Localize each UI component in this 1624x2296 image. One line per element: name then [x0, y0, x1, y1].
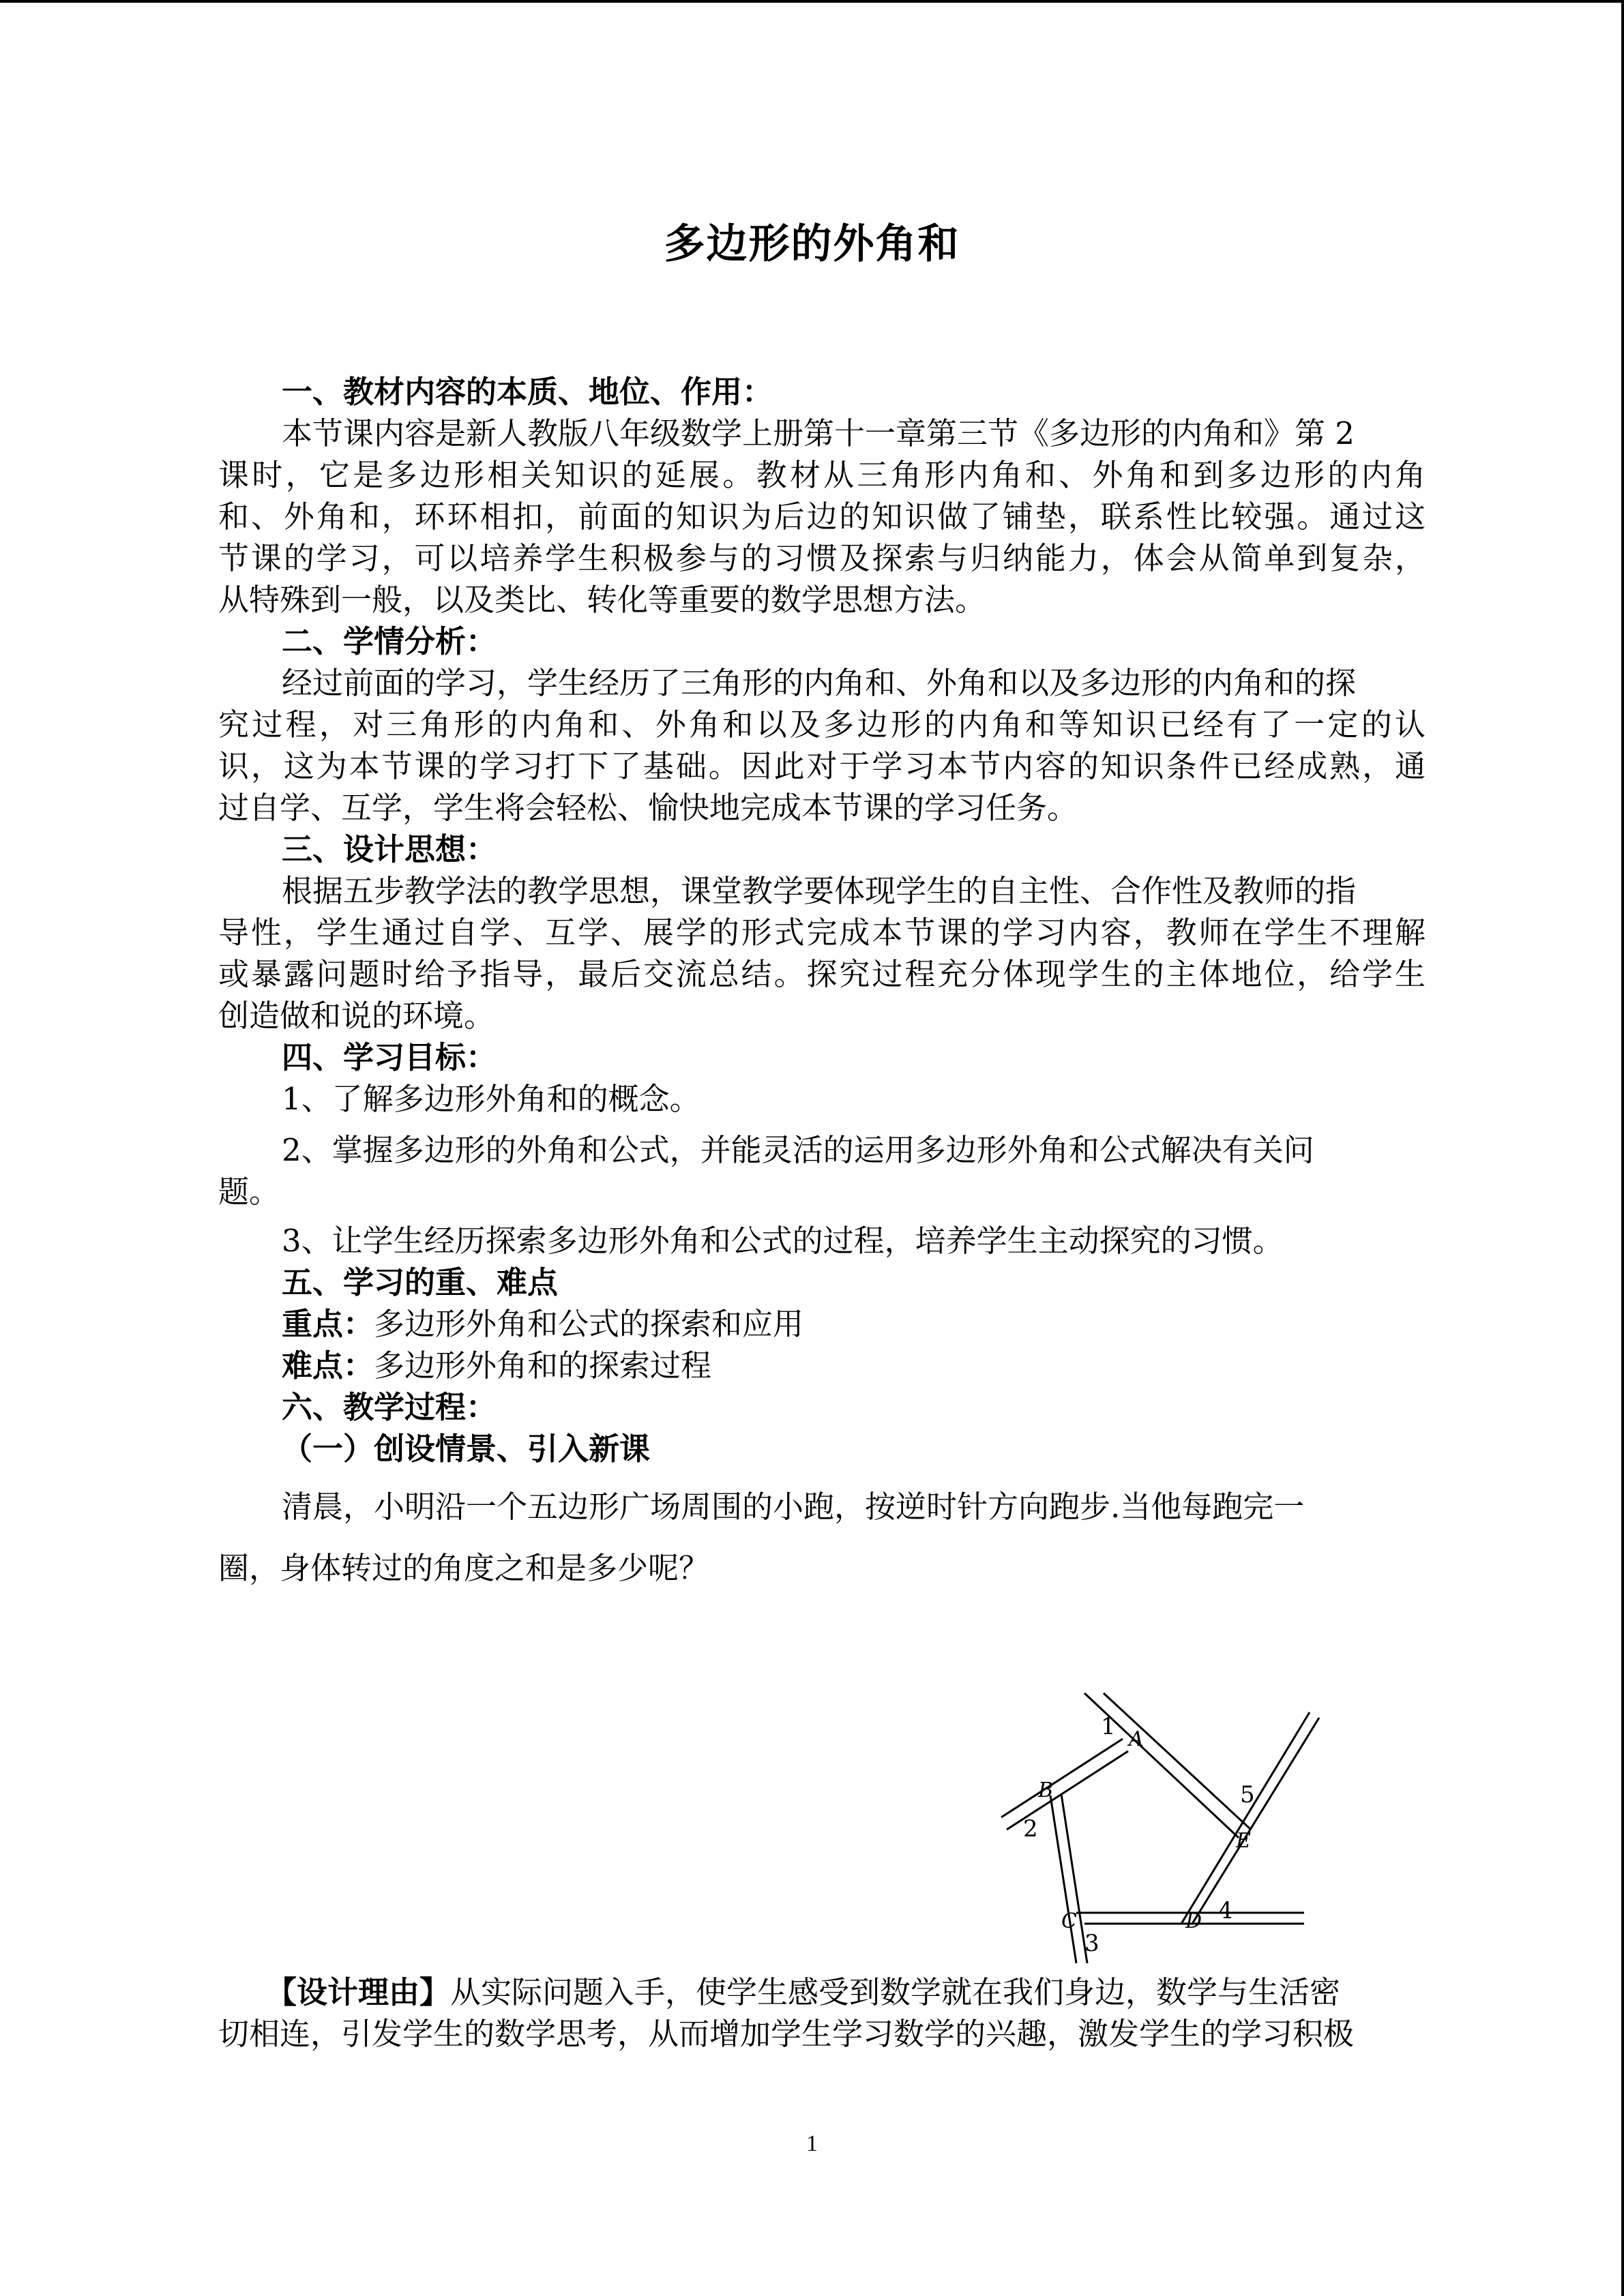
paragraph-line: 根据五步教学法的教学思想，课堂教学要体现学生的自主性、合作性及教师的指	[282, 873, 1357, 909]
paragraph-line: 和、外角和，环环相扣，前面的知识为后边的知识做了铺垫，联系性比较强。通过这	[218, 498, 1426, 535]
design-reason-label: 【设计理由】	[266, 1974, 451, 2010]
paragraph-line: 经过前面的学习，学生经历了三角形的内角和、外角和以及多边形的内角和的探	[282, 665, 1357, 701]
paragraph-line: 本节课内容是新人教版八年级数学上册第十一章第三节《多边形的内角和》第 2	[282, 415, 1355, 451]
paragraph-line: 圈，身体转过的角度之和是多少呢？	[218, 1550, 710, 1586]
angle-label-2: 2	[1023, 1815, 1038, 1843]
page-number: 1	[806, 2131, 818, 2156]
difficulty-label: 难点：	[282, 1347, 374, 1384]
paragraph-line: 清晨，小明沿一个五边形广场周围的小跑，按逆时针方向跑步.当他每跑完一	[282, 1489, 1305, 1525]
pentagon-diagram	[996, 1688, 1323, 1988]
subsection-heading-1: （一）创设情景、引入新课	[282, 1431, 651, 1467]
vertex-label-b: B	[1038, 1778, 1054, 1802]
key-point-label: 重点：	[282, 1306, 374, 1342]
paragraph-line: 切相连，引发学生的数学思考，从而增加学生学习数学的兴趣，激发学生的学习积极	[218, 2016, 1355, 2052]
key-point-text: 多边形外角和公式的探索和应用	[374, 1306, 804, 1342]
section-heading-1: 一、教材内容的本质、地位、作用：	[282, 374, 773, 410]
goal-item-1: 1、了解多边形外角和的概念。	[282, 1081, 700, 1117]
vertex-label-a: A	[1129, 1727, 1144, 1751]
section-heading-2: 二、学情分析：	[282, 623, 497, 659]
key-point-line	[282, 1304, 803, 1345]
paragraph-line: 节课的学习，可以培养学生积极参与的习惯及探索与归纳能力，体会从简单到复杂，	[218, 540, 1426, 576]
design-reason-text: 从实际问题入手，使学生感受到数学就在我们身边，数学与生活密	[450, 1974, 1341, 2010]
page-border-right	[1621, 0, 1624, 2296]
vertex-label-c: C	[1061, 1909, 1077, 1933]
angle-label-5: 5	[1240, 1781, 1255, 1808]
side-de	[1181, 1712, 1319, 1924]
paragraph-line: 或暴露问题时给予指导，最后交流总结。探究过程充分体现学生的主体地位，给学生	[218, 956, 1426, 992]
goal-item-2: 2、掌握多边形的外角和公式，并能灵活的运用多边形外角和公式解决有关问	[282, 1132, 1314, 1168]
paragraph-line: 导性，学生通过自学、互学、展学的形式完成本节课的学习内容，教师在学生不理解	[218, 914, 1426, 951]
paragraph-line: 过自学、互学，学生将会轻松、愉快地完成本节课的学习任务。	[218, 790, 1078, 826]
paragraph-line: 识，这为本节课的学习打下了基础。因此对于学习本节内容的知识条件已经成熟，通	[218, 748, 1426, 784]
page-border-top	[0, 0, 1624, 3]
difficulty-text: 多边形外角和的探索过程	[374, 1347, 712, 1384]
side-bc	[1050, 1794, 1087, 1963]
paragraph-line: 创造做和说的环境。	[218, 998, 495, 1034]
angle-label-1: 1	[1101, 1713, 1116, 1740]
design-reason-line	[266, 1972, 1340, 2013]
goal-item-3: 3、让学生经历探索多边形外角和公式的过程，培养学生主动探究的习惯。	[282, 1223, 1284, 1259]
section-heading-6: 六、教学过程：	[282, 1389, 497, 1425]
page-title: 多边形的外角和	[664, 220, 960, 268]
vertex-label-d: D	[1185, 1909, 1202, 1933]
section-heading-5: 五、学习的重、难点	[282, 1264, 559, 1300]
paragraph-line: 究过程，对三角形的内角和、外角和以及多边形的内角和等知识已经有了一定的认	[218, 706, 1426, 743]
angle-label-4: 4	[1218, 1897, 1233, 1924]
difficulty-line	[282, 1345, 711, 1386]
section-heading-3: 三、设计思想：	[282, 831, 497, 867]
angle-label-3: 3	[1084, 1930, 1099, 1957]
section-heading-4: 四、学习目标：	[282, 1039, 497, 1075]
vertex-label-e: E	[1236, 1829, 1251, 1853]
paragraph-line: 从特殊到一般，以及类比、转化等重要的数学思想方法。	[218, 582, 986, 618]
goal-item-2-cont: 题。	[218, 1174, 280, 1210]
paragraph-line: 课时，它是多边形相关知识的延展。教材从三角形内角和、外角和到多边形的内角	[218, 457, 1426, 493]
